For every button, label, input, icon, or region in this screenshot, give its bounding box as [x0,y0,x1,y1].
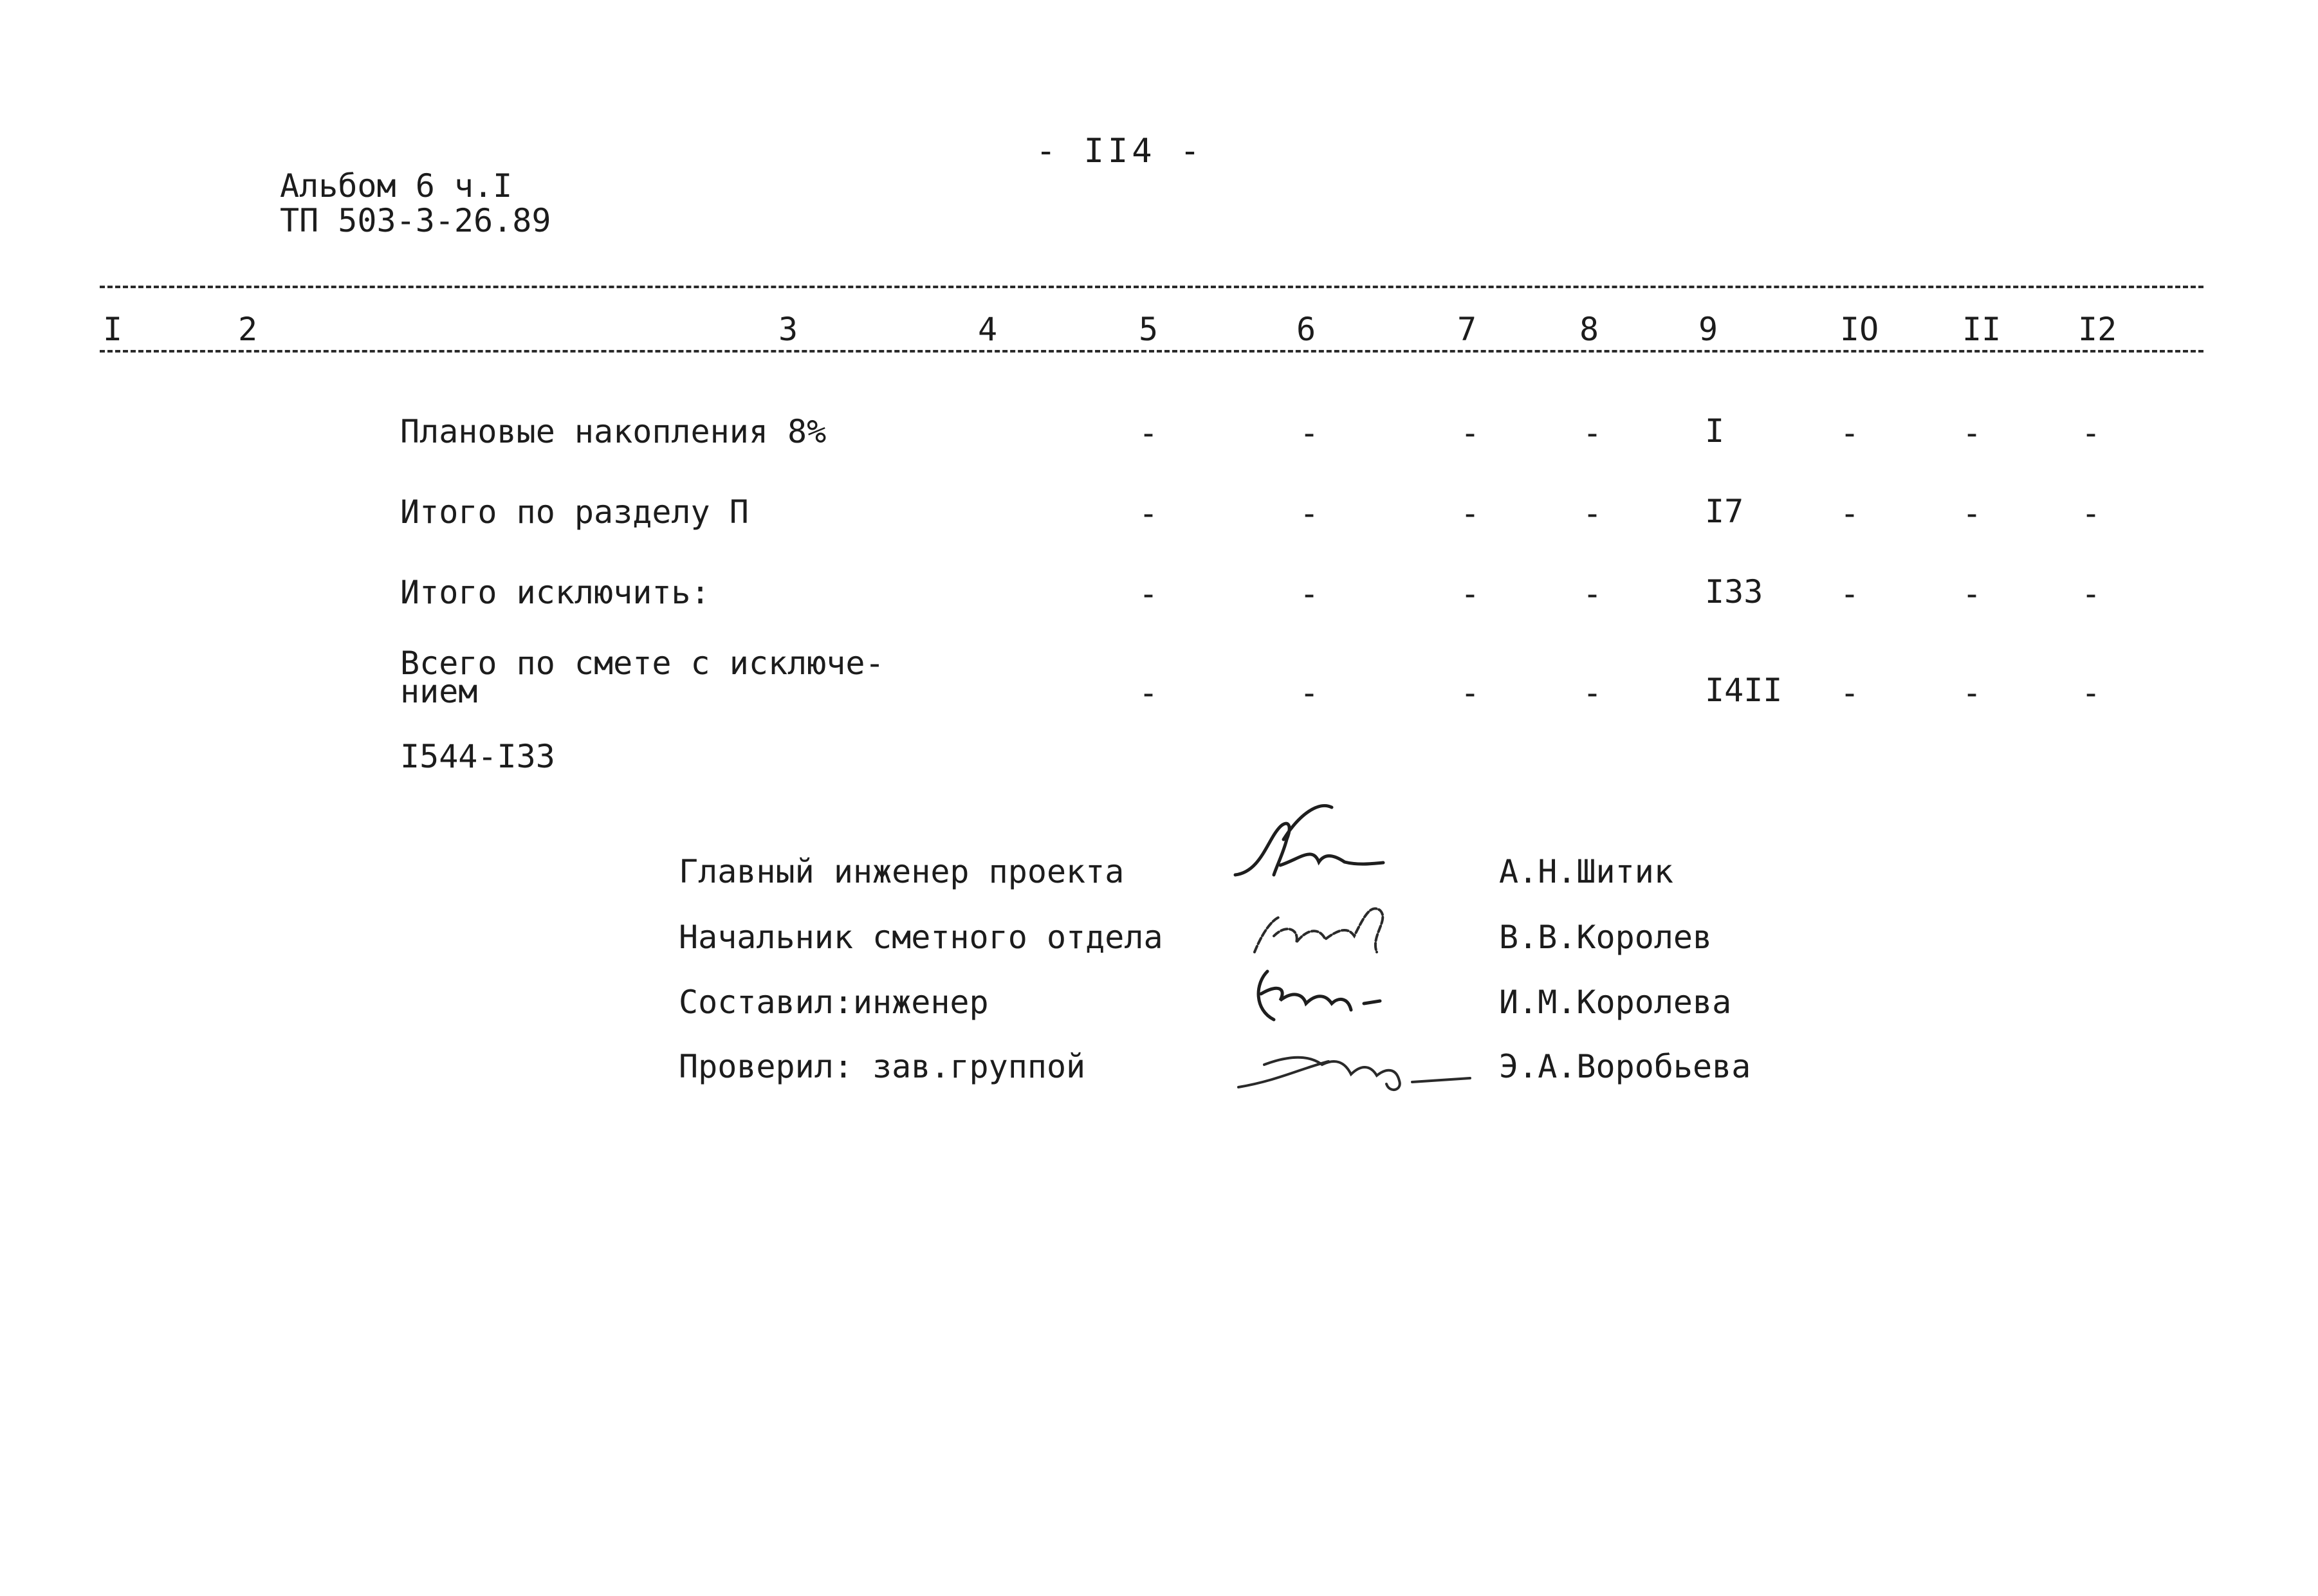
signer-name: Э.А.Воробьева [1499,1048,1751,1085]
cell-col7: - [1460,674,1480,711]
cell-col12: - [2081,674,2101,711]
cell-col10: - [1839,495,1860,532]
header-rule-top [100,286,2203,288]
column-number: 2 [238,311,258,348]
column-number: IO [1840,311,1879,348]
handwritten-signature [1222,801,1428,891]
column-number: 4 [978,311,998,348]
row-label [400,647,885,708]
signer-name: А.Н.Шитик [1499,853,1673,890]
row-label: Плановые накопления 8% [400,413,827,450]
album-reference [280,169,551,238]
column-number: 8 [1579,311,1599,348]
cell-col12: - [2081,414,2101,452]
cell-col11: - [1962,674,1982,711]
signer-name: В.В.Королев [1499,919,1713,956]
cell-col10: - [1839,575,1860,612]
cell-col9: I4II [1705,672,1783,709]
handwritten-signature [1226,1029,1483,1100]
cell-col7: - [1460,414,1480,452]
column-number: 6 [1296,311,1316,348]
cell-col9: I33 [1705,573,1763,610]
cell-col5: - [1138,495,1159,532]
cell-col8: - [1582,575,1603,612]
cell-col6: - [1299,674,1320,711]
handwritten-signature [1242,891,1435,962]
cell-col11: - [1962,495,1982,532]
cell-col11: - [1962,575,1982,612]
column-number: 7 [1457,311,1477,348]
cell-col8: - [1582,674,1603,711]
cell-col9: I7 [1705,493,1744,530]
signer-title: Составил:инженер [679,984,989,1021]
row-label-line: нием [400,673,478,710]
column-number: 3 [778,311,798,348]
row-label: Итого по разделу П [400,493,749,531]
header-rule-bottom [100,350,2203,353]
row-label-line: Всего по смете с исключе- [400,645,885,682]
column-number: 9 [1698,311,1718,348]
cell-col6: - [1299,575,1320,612]
column-number: II [1962,311,2001,348]
project-code: ТП 503-3-26.89 [280,202,551,239]
signer-title: Проверил: зав.группой [679,1048,1086,1085]
cell-col8: - [1582,414,1603,452]
cell-col7: - [1460,495,1480,532]
cell-col5: - [1138,575,1159,612]
handwritten-signature [1242,959,1435,1029]
cell-col7: - [1460,575,1480,612]
signer-title: Главный инженер проекта [679,853,1125,890]
cell-col11: - [1962,414,1982,452]
signer-title: Начальник сметного отдела [679,919,1163,956]
cell-col8: - [1582,495,1603,532]
cell-col12: - [2081,495,2101,532]
cell-col5: - [1138,414,1159,452]
formula-note: I544-I33 [400,738,555,775]
cell-col10: - [1839,674,1860,711]
cell-col5: - [1138,674,1159,711]
row-label: Итого исключить: [400,574,710,611]
signer-name: И.М.Королева [1499,984,1732,1021]
page-number: - II4 - [1036,132,1204,170]
cell-col10: - [1839,414,1860,452]
column-number: I2 [2078,311,2117,348]
cell-col12: - [2081,575,2101,612]
column-number: I [103,311,123,348]
album-line: Альбом 6 ч.I [280,167,513,205]
column-number: 5 [1139,311,1159,348]
cell-col6: - [1299,495,1320,532]
cell-col6: - [1299,414,1320,452]
cell-col9: I [1705,412,1725,450]
